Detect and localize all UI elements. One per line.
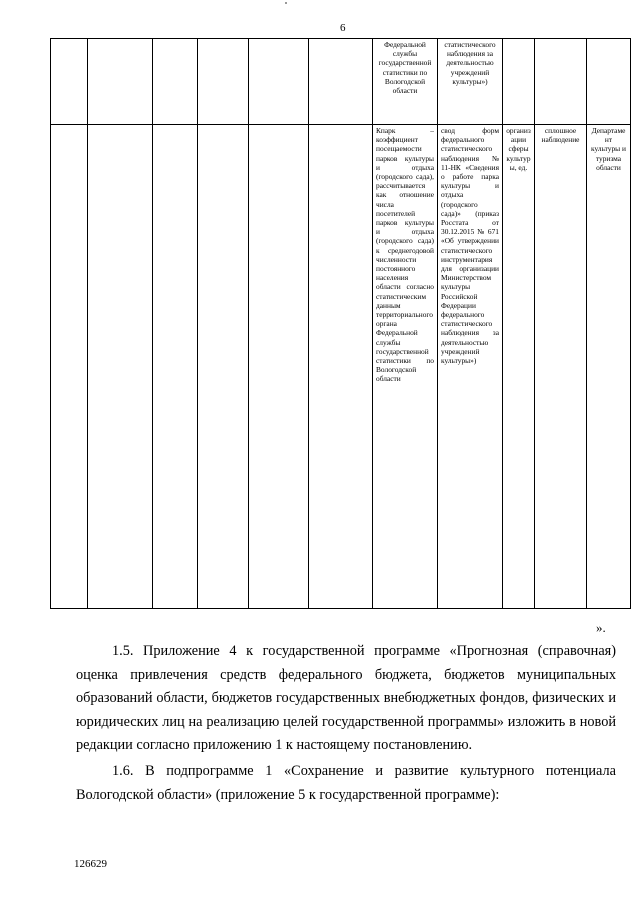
table-cell-method-continued: Федеральной службы государственной статистики по Вологодской области [373,39,438,125]
indicator-table [50,38,631,609]
table-cell [249,39,309,125]
table-cell-responsible: Департамент культуры и туризма области [587,125,631,609]
paragraph-1-5: 1.5. Приложение 4 к государственной программе «Прогнозная (справочная) оценка привлечения средств федерального бюджета, бюджетов муниципальных образований области, бюджетов государственных внебюджетных фондов, физических и юридических лиц на реализацию целей государственной программы» изложить в новой редакции согласно приложению 1 к настоящему постановлению. [76,643,616,753]
table-cell [153,125,198,609]
page-number: 6 [340,22,346,34]
table-cell [51,39,88,125]
table-cell-observation-type: сплошное наблюдение [535,125,587,609]
table-cell [587,39,631,125]
table-row [51,39,631,125]
table-row [51,125,631,609]
table-cell-calculation-method: Кпарк – коэффициент посещаемости парков культуры и отдыха (городского сада), рассчитывается как отношение числа посетителей парков культуры и отдыха (городского сада) к среднегодовой численности постоянного населения области согласно статистическим данным территориального органа Федеральной службы государственной статистики по Вологодской области [373,125,438,609]
table-cell-source-continued: статистического наблюдения за деятельностью учреждений культуры») [438,39,503,125]
table-cell [198,125,249,609]
table-cell [535,39,587,125]
table-cell [51,125,88,609]
closing-quote: ». [596,620,606,635]
table-cell [153,39,198,125]
scan-speck [285,2,287,4]
table-cell [88,39,153,125]
table-cell [309,39,373,125]
table-cell [503,39,535,125]
table-cell-data-source: свод форм федерального статистического наблюдения № 11-НК «Сведения о работе парка культуры и отдыха (городского сада)» (приказ Росстата от 30.12.2015 № 671 «Об утверждении статистического инструментария для организации Министерством культуры Российской Федерации федерального статистического наблюдения за деятельностью учреждений культуры») [438,125,503,609]
table-cell [198,39,249,125]
table-cell [88,125,153,609]
table-cell-unit: организации сферы культуры, ед. [503,125,535,609]
table-cell [309,125,373,609]
document-code: 126629 [74,858,107,870]
table-cell [249,125,309,609]
paragraph-1-6: 1.6. В подпрограмме 1 «Сохранение и развитие культурного потенциала Вологодской области» (приложение 5 к государственной программе): [76,763,616,803]
